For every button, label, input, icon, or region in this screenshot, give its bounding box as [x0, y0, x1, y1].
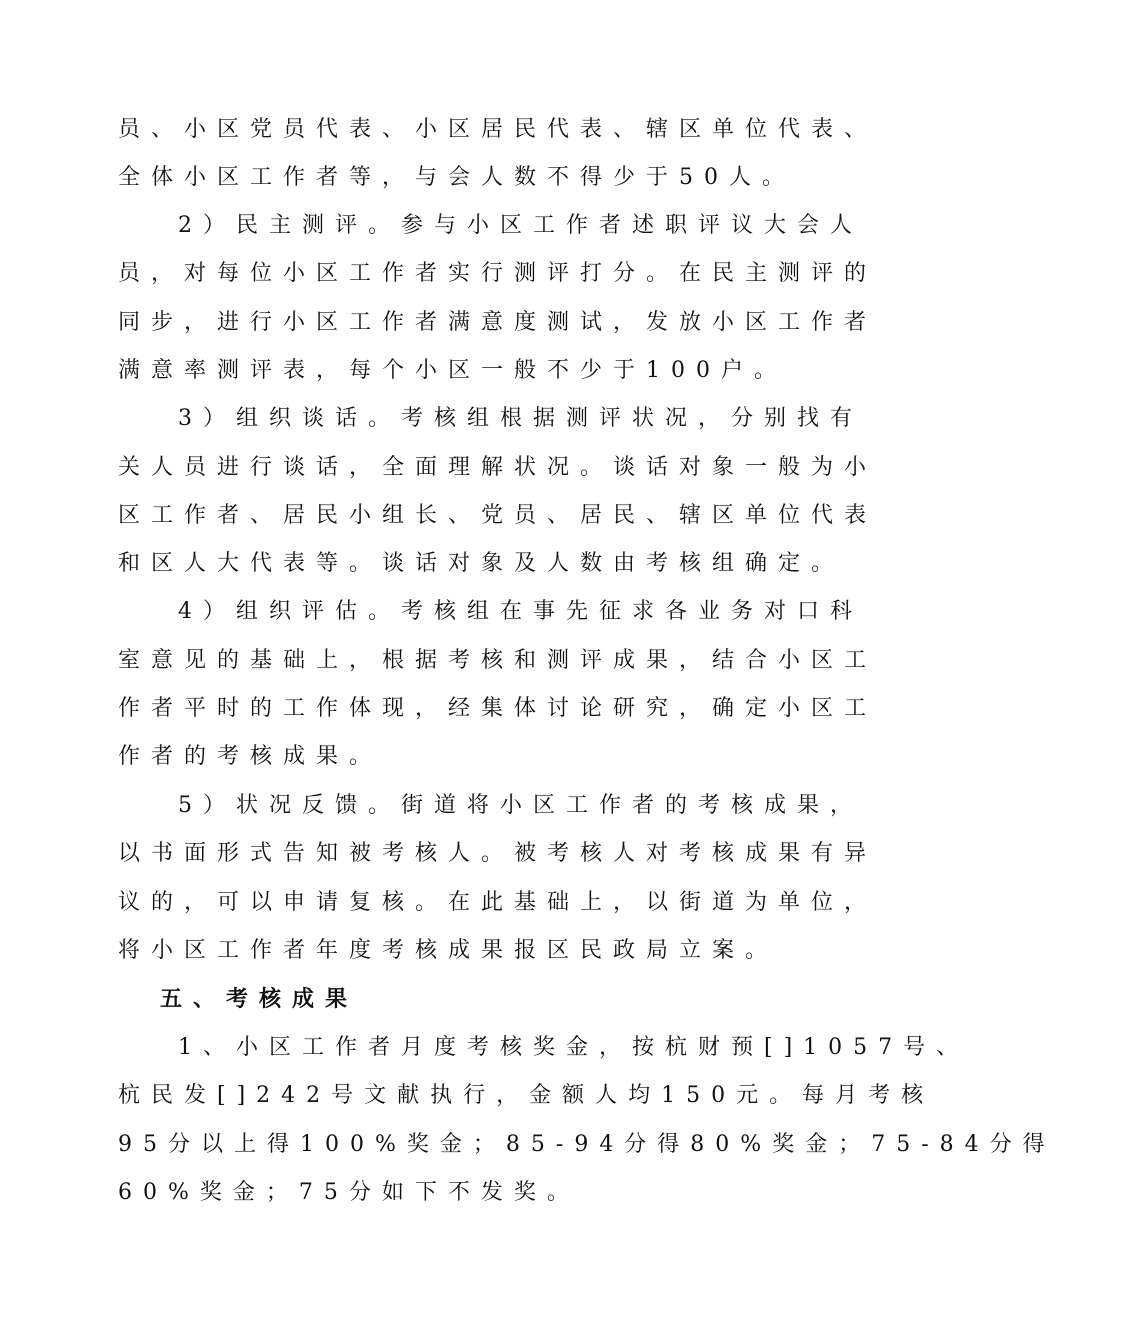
- text-line: 杭民发[]242号文献执行，金额人均150元。每月考核: [118, 1083, 935, 1108]
- text-line: 2）民主测评。参与小区工作者述职评议大会人: [178, 213, 863, 238]
- section-heading: 五、考核成果: [160, 986, 359, 1012]
- text-line: 和区人大代表等。谈话对象及人数由考核组确定。: [118, 551, 845, 576]
- text-line: 3）组织谈话。考核组根据测评状况，分别找有: [178, 406, 863, 431]
- text-line: 关人员进行谈话，全面理解状况。谈话对象一般为小: [118, 455, 878, 480]
- text-line: 员，对每位小区工作者实行测评打分。在民主测评的: [118, 261, 878, 286]
- text-line: 作者平时的工作体现，经集体讨论研究，确定小区工: [118, 696, 878, 721]
- text-line: 将小区工作者年度考核成果报区民政局立案。: [118, 938, 779, 963]
- text-line: 95分以上得100%奖金；85-94分得80%奖金；75-84分得: [118, 1132, 1056, 1157]
- text-line: 同步，进行小区工作者满意度测试，发放小区工作者: [118, 310, 878, 335]
- text-line: 60%奖金；75分如下不发奖。: [118, 1180, 580, 1205]
- text-line: 区工作者、居民小组长、党员、居民、辖区单位代表: [118, 503, 878, 528]
- text-line: 5）状况反馈。街道将小区工作者的考核成果，: [178, 793, 863, 818]
- text-line: 室意见的基础上，根据考核和测评成果，结合小区工: [118, 648, 878, 673]
- text-line: 以书面形式告知被考核人。被考核人对考核成果有异: [118, 841, 878, 866]
- text-line: 满意率测评表，每个小区一般不少于100户。: [118, 358, 787, 383]
- text-line: 员、小区党员代表、小区居民代表、辖区单位代表、: [118, 117, 878, 142]
- text-line: 作者的考核成果。: [118, 744, 383, 769]
- text-line: 议的，可以申请复核。在此基础上，以街道为单位，: [118, 890, 878, 915]
- text-line: 全体小区工作者等，与会人数不得少于50人。: [118, 165, 795, 190]
- text-line: 4）组织评估。考核组在事先征求各业务对口科: [178, 599, 863, 624]
- text-line: 1、小区工作者月度考核奖金，按杭财预[]1057号、: [178, 1035, 970, 1060]
